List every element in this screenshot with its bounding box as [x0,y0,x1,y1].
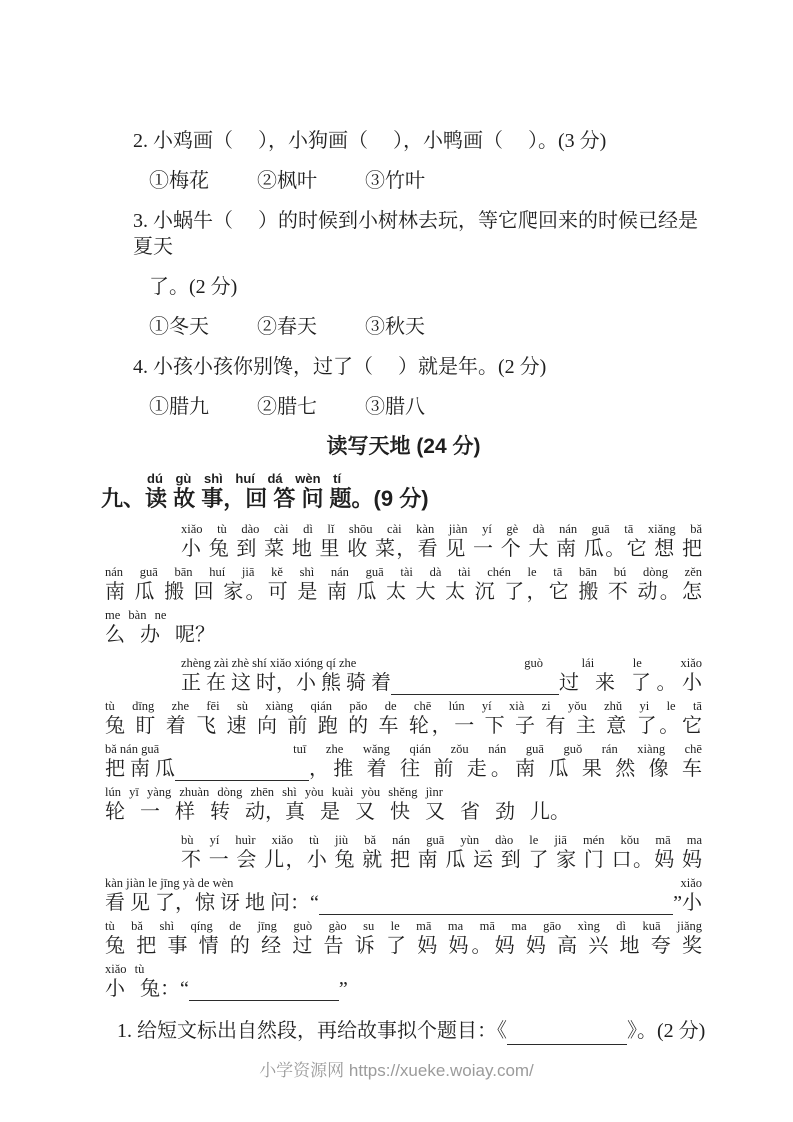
footer-credit: 小学资源网 https://xueke.woiay.com/ [259,1061,534,1080]
option-3: ③腊八 [365,396,425,418]
question-3-options [105,314,702,340]
part-9-heading-pinyin: dú gù shì huí dá wèn tí [147,471,342,486]
question-2-options [105,168,702,194]
pinyin-line: tù dīng zhe fēi sù xiàng qián pǎo de chē lún yí xià zi yǒu zhǔ yi le tā [105,699,702,713]
pinyin-line: xiǎo tù dào cài dì lǐ shōu cài kàn jiàn yí gè dà nán guā tā xiǎng bǎ [181,522,702,536]
hanzi-line: 兔 盯 着 飞 速 向 前 跑 的 车 轮，一 下 子 有 主 意 了。它 [105,715,702,737]
story-line-10 [105,919,702,958]
story-line-11 [105,962,702,1001]
option-2: ②腊七 [257,396,317,418]
story-passage [105,522,702,1001]
question-3-text-line1: 3. 小蜗牛（ ）的时候到小树林去玩，等它爬回来的时候已经是夏天 [133,210,698,258]
hanzi-line: 小 兔：“ ” [105,978,348,1000]
pinyin-line: zhèng zài zhè shí xiǎo xióng qí zhe guò lái le xiǎo [181,656,702,670]
hanzi-line: 轮 一 样 转 动，真 是 又 快 又 省 劲 儿。 [105,801,570,823]
hanzi-line: 南 瓜 搬 回 家。可 是 南 瓜 太 大 太 沉 了，它 搬 不 动。怎 [105,581,702,603]
fill-blank-praise [189,977,339,1001]
section-title: 读写天地 (24 分) [326,435,481,458]
pinyin-line: me bàn ne [105,608,167,622]
option-1: ①梅花 [149,170,209,192]
pinyin-line: tù bǎ shì qíng de jīng guò gào su le mā ma mā ma gāo xìng dì kuā jiǎng [105,919,702,933]
pinyin-line: xiǎo tù [105,962,145,976]
hanzi-line: 小 兔 到 菜 地 里 收 菜，看 见 一 个 大 南 瓜。它 想 把 [181,538,702,560]
option-1: ①冬天 [149,316,209,338]
story-line-9 [105,876,702,915]
question-1-text: 1. 给短文标出自然段，再给故事拟个题目：《 》。(2 分) [105,1017,702,1045]
question-4-text: 4. 小孩小孩你别馋，过了（ ）就是年。(2 分) [133,356,547,378]
option-3: ③竹叶 [365,170,425,192]
story-line-3 [105,608,702,647]
story-line-8 [105,833,702,872]
part-9-heading [101,472,702,512]
fill-blank-pumpkin [175,757,309,781]
hanzi-line: 把 南 瓜 ，推 着 往 前 走。南 瓜 果 然 像 车 [105,758,702,780]
option-2: ②枫叶 [257,170,317,192]
story-line-5 [105,699,702,738]
question-3-text-line2: 了。(2 分) [149,276,238,298]
hanzi-line: 看 见 了，惊 讶 地 问：“ ”小 [105,892,702,914]
hanzi-line: 么 办 呢？ [105,624,215,646]
option-2: ②春天 [257,316,317,338]
story-line-7 [105,785,702,824]
story-line-6 [105,742,702,781]
hanzi-line: 正 在 这 时，小 熊 骑 着 过 来 了。小 [181,672,702,694]
option-3: ③秋天 [365,316,425,338]
question-2-text: 2. 小鸡画（ ），小狗画（ ），小鸭画（ ）。(3 分) [133,130,607,152]
hanzi-line: 兔 把 事 情 的 经 过 告 诉 了 妈 妈。妈 妈 高 兴 地 夸 奖 [105,935,702,957]
worksheet-content [101,128,706,1045]
pinyin-line: bù yí huìr xiǎo tù jiù bǎ nán guā yùn dào le jiā mén kǒu mā ma [181,833,702,847]
story-line-1 [105,522,702,561]
fill-blank-mother-question [319,891,673,915]
story-line-4 [105,656,702,695]
pinyin-line: nán guā bān huí jiā kě shì nán guā tài dà tài chén le tā bān bú dòng zěn [105,565,702,579]
fill-blank-ride [391,671,559,695]
fill-blank-title [507,1021,627,1045]
part-9-heading-text: 九、读 故 事，回 答 问 题。(9 分) [101,486,429,511]
story-line-2 [105,565,702,604]
pinyin-line: bǎ nán guā tuī zhe wǎng qián zǒu nán guā guǒ rán xiàng chē [105,742,702,756]
question-4-options [105,394,702,420]
option-1: ①腊九 [149,396,209,418]
pinyin-line: lún yī yàng zhuàn dòng zhēn shì yòu kuài yòu shěng jìnr [105,785,443,799]
pinyin-line: kàn jiàn le jīng yà de wèn xiǎo [105,876,702,890]
hanzi-line: 不 一 会 儿，小 兔 就 把 南 瓜 运 到 了 家 门 口。妈 妈 [181,849,702,871]
